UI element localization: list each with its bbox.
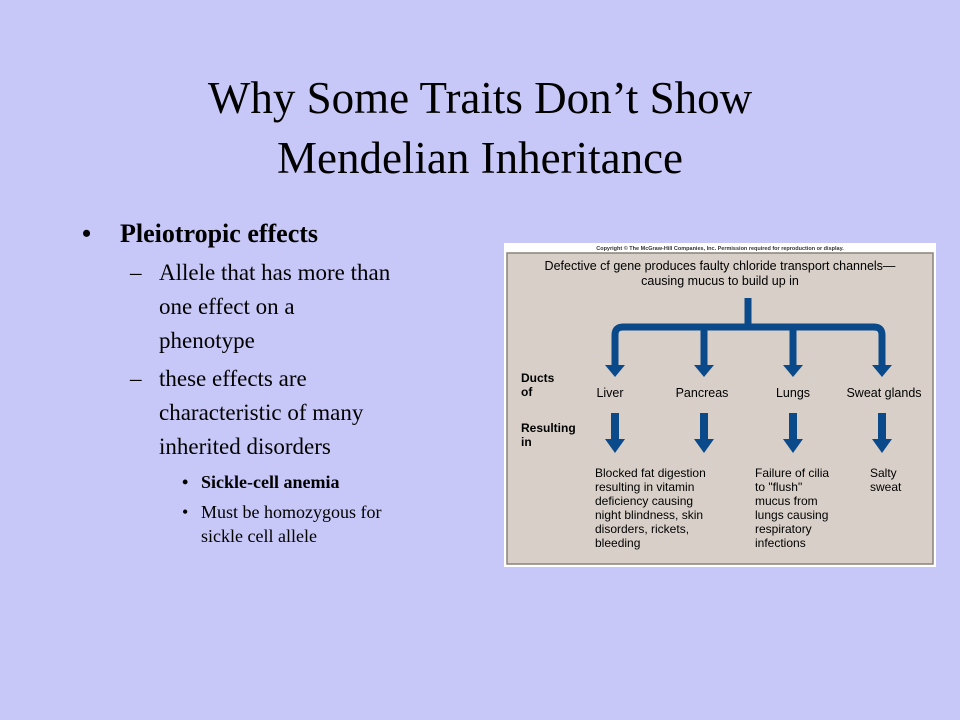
bullet-dot-icon: • (182, 502, 189, 522)
sub-bullet-line: characteristic of many (159, 400, 364, 425)
bullet-list (80, 216, 470, 548)
bullet-dot-icon: • (82, 219, 92, 248)
result-line: lungs causing (755, 508, 829, 522)
title-line-2: Mendelian Inheritance (276, 133, 684, 183)
row-label-resulting-in: in (521, 435, 532, 449)
bullet-line: Must be homozygous for (201, 502, 382, 522)
result-line: mucus from (755, 494, 818, 508)
result-line: infections (755, 536, 806, 550)
row-label-ducts: Ducts (521, 371, 555, 385)
sub-bullet-line: Allele that has more than (159, 260, 391, 285)
bullet-dot-icon: • (182, 472, 189, 492)
dash-icon: – (130, 366, 142, 391)
result-line: Salty (870, 466, 897, 480)
bullet-homozygous (80, 500, 461, 548)
bullet-text: Pleiotropic effects (120, 219, 319, 248)
row-label-resulting: Resulting (521, 421, 576, 435)
sub-bullet-line: one effect on a (159, 294, 295, 319)
sub-bullet-line: these effects are (159, 366, 307, 391)
figure-header-line-2: causing mucus to build up in (641, 274, 799, 288)
figure-svg (504, 243, 936, 567)
figure-header-line-1: Defective cf gene produces faulty chloride transport channels— (544, 259, 896, 273)
bullet-text: Sickle-cell anemia (201, 472, 340, 492)
sub-bullet-line: phenotype (159, 328, 255, 353)
sub-bullet-line: inherited disorders (159, 434, 331, 459)
sub-bullet-effects-characteristic (80, 362, 459, 464)
sub-bullet-allele-definition (80, 256, 459, 358)
bullet-sickle-cell-anemia (80, 470, 461, 494)
result-line: resulting in vitamin (595, 480, 695, 494)
figure-panel (507, 253, 933, 564)
result-line: bleeding (595, 536, 641, 550)
bullet-pleiotropic-effects (80, 216, 470, 252)
bullet-line: sickle cell allele (201, 526, 317, 546)
organ-pancreas: Pancreas (675, 386, 729, 400)
organ-liver: Liver (596, 386, 624, 400)
result-line: Failure of cilia (755, 466, 830, 480)
dash-icon: – (130, 260, 142, 285)
cystic-fibrosis-figure (504, 243, 936, 567)
copyright-notice: Copyright © The McGraw-Hill Companies, Inc. Permission required for reproduction or display. (596, 246, 844, 252)
slide-title (0, 68, 960, 188)
result-line: disorders, rickets, (595, 522, 690, 536)
organ-lungs: Lungs (775, 386, 811, 400)
row-label-ducts-of: of (521, 385, 533, 399)
result-line: to "flush" (755, 480, 803, 494)
title-line-1: Why Some Traits Don’t Show (207, 73, 753, 123)
result-line: night blindness, skin (595, 508, 704, 522)
result-line: sweat (870, 480, 902, 494)
result-line: respiratory (755, 522, 812, 536)
result-line: Blocked fat digestion (595, 466, 706, 480)
result-line: deficiency causing (595, 494, 694, 508)
organ-sweat-glands: Sweat glands (846, 386, 922, 400)
